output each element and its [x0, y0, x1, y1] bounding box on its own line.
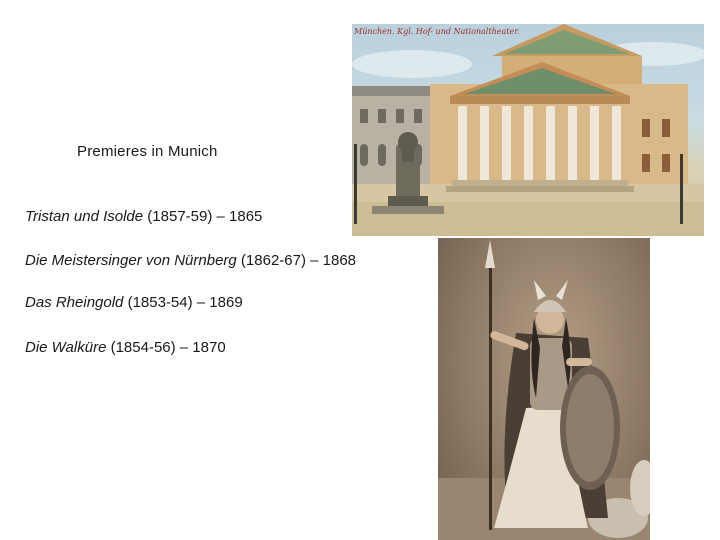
theater-illustration [352, 24, 704, 236]
valkyrie-illustration [438, 238, 650, 540]
singer-portrait-image [438, 238, 650, 540]
work-dates: (1857-59) – 1865 [143, 208, 263, 225]
premiere-item [25, 339, 226, 356]
work-title: Das Rheingold [25, 294, 124, 311]
work-dates: (1853-54) – 1869 [123, 294, 243, 311]
work-title: Tristan und Isolde [25, 208, 144, 225]
premiere-item [25, 208, 262, 225]
theater-postcard-image [352, 24, 704, 236]
work-title: Die Walküre [25, 339, 107, 356]
work-dates: (1854-56) – 1870 [106, 339, 226, 356]
postcard-caption: München. Kgl. Hof- und Nationaltheater. [354, 27, 520, 36]
premiere-item [25, 294, 243, 311]
work-dates: (1862-67) – 1868 [236, 252, 357, 269]
premiere-item [25, 252, 356, 269]
slide-title: Premieres in Munich [77, 143, 218, 160]
work-title: Die Meistersinger von Nürnberg [25, 252, 237, 269]
